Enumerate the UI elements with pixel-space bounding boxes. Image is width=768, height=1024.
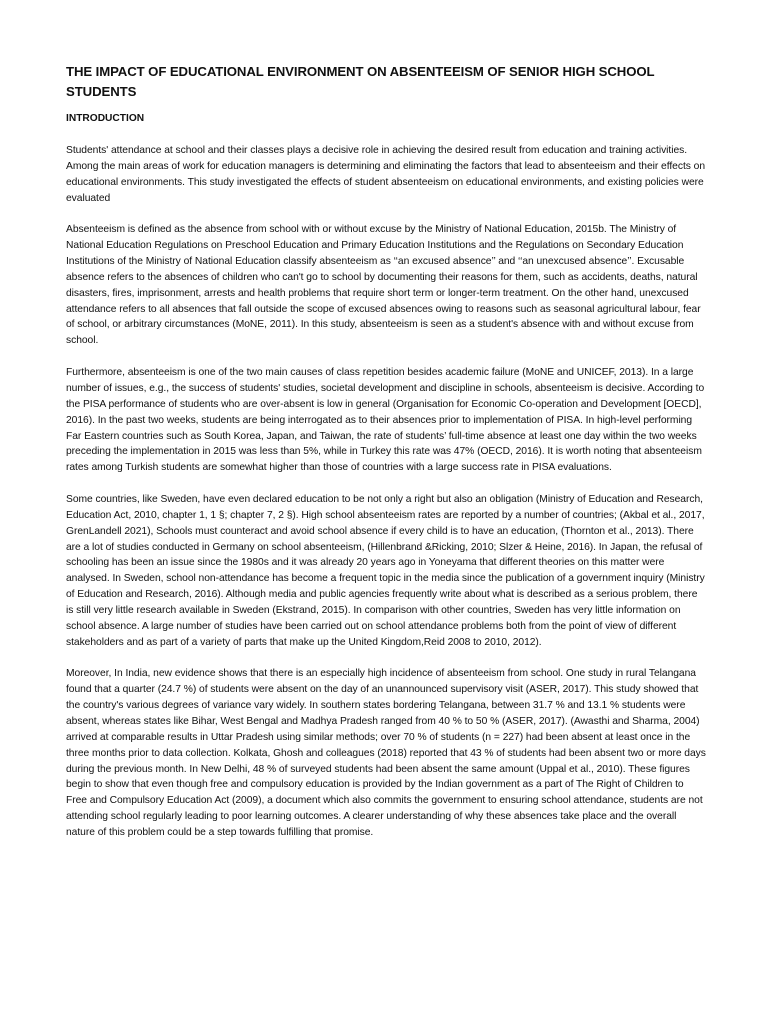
paragraph-1: Students' attendance at school and their classes plays a decisive role in achieving the desired result from education and training activities. Among the main areas of work for education managers is determining and eliminating the factors that lead to absenteeism and their effects on educational environments. This study investigated the effects of student absenteeism on educational environments, and existing policies were evaluated	[66, 145, 706, 204]
paragraph-2: Absenteeism is defined as the absence from school with or without excuse by the Ministry of National Education, 2015b. The Ministry of National Education Regulations on Preschool Education and Primary Education Institutions and the Regulations on Secondary Education Institutions of the Ministry of National Education classify absenteeism as ‘‘an excused absence’’ and ‘‘an unexcused absence’’. Excusable absence refers to the absences of children who can't go to school by documenting their reasons for them, such as accidents, deaths, natural disasters, fires, imprisonment, arrests and health problems that require short term or longer-term treatment. On the other hand, unexcused attendance refers to all absences that fall outside the scope of excused absences owing to reasons such as seasonal agricultural labour, fear of school, or arbitrary circumstances (MoNE, 2011). In this study, absenteeism is seen as a student's absence with and without excuse from school.	[66, 224, 701, 347]
document-title: THE IMPACT OF EDUCATIONAL ENVIRONMENT ON ABSENTEEISM OF SENIOR HIGH SCHOOL STUDENTS	[66, 64, 655, 99]
paragraph-5: Moreover, In India, new evidence shows that there is an especially high incidence of absenteeism from school. One study in rural Telangana found that a quarter (24.7 %) of students were absent on the day of an unannounced supervisory visit (ASER, 2017). This study showed that the country's various degrees of variance vary widely. In southern states bordering Telangana, between 31.7 % and 13.1 % students were absent, whereas states like Bihar, West Bengal and Madhya Pradesh ranged from 40 % to 50 % (ASER, 2017). (Awasthi and Sharma, 2004) arrived at comparable results in Uttar Pradesh using similar methods; over 70 % of students (n = 227) had been absent at least once in the three months prior to data collection. Kolkata, Ghosh and colleagues (2018) reported that 43 % of students had been absent two or more days during the previous month. In New Delhi, 48 % of surveyed students had been absent the same amount (Uppal et al., 2010). These figures begin to show that even though free and compulsory education is provided by the Indian government as a part of The Right of Children to Free and Compulsory Education Act (2009), a document which also commits the government to ensuring school attendance, students are not attending school regularly leading to poor learning outcomes. A clearer understanding of why these absences take place and the overall nature of this problem could be a step towards fulfilling that promise.	[66, 668, 706, 838]
document-page	[66, 62, 706, 857]
section-heading: INTRODUCTION	[66, 113, 145, 124]
paragraph-4: Some countries, like Sweden, have even declared education to be not only a right but also an obligation (Ministry of Education and Research, Education Act, 2010, chapter 1, 1 §; chapter 7, 2 §). High school absenteeism rates are reported by a number of countries; (Akbal et al., 2017, GrenLandell 2021), Schools must counteract and avoid school absence if every child is to have an education, (Thornton et al., 2013). There are a lot of studies conducted in Germany on school absenteeism, (Hillenbrand &Ricking, 2010; Slzer & Heine, 2016). In Japan, the refusal of schooling has been an issue since the 1980s and it was already 20 years ago in Yoneyama that different theories on this matter were analysed. In Sweden, school non-attendance has become a frequent topic in the media since the publication of a government inquiry (Ministry of Education and Research, 2016). Although media and public agencies frequently write about what is described as a serious problem, there is still very little research available in Sweden (Ekstrand, 2015). In comparison with other countries, Sweden has very little information on school absence. A large number of studies have been carried out on school attendance problems both from the point of view of different stakeholders and as part of a variety of parts that make up the United Kingdom,Reid 2008 to 2010, 2012).	[66, 494, 705, 648]
paragraph-3: Furthermore, absenteeism is one of the two main causes of class repetition besides academic failure (MoNE and UNICEF, 2013). In a large number of issues, e.g., the success of students' studies, societal development and discipline in schools, absenteeism is decisive. According to the PISA performance of students who are over-absent is low in general (Organisation for Economic Co-operation and Development [OECD], 2016). In the past two weeks, students are being interrogated as to their absences prior to implementation of PISA. In high-level performing Far Eastern countries such as South Korea, Japan, and Taiwan, the rate of students’ full-time absence at least one day within the two weeks preceding the implementation in 2015 was less than 5%, while in Turkey this rate was 47% (OECD, 2016). It is worth noting that absenteeism rates among Turkish students are somewhat higher than those of countries with a large success rate in PISA evaluations.	[66, 367, 705, 474]
